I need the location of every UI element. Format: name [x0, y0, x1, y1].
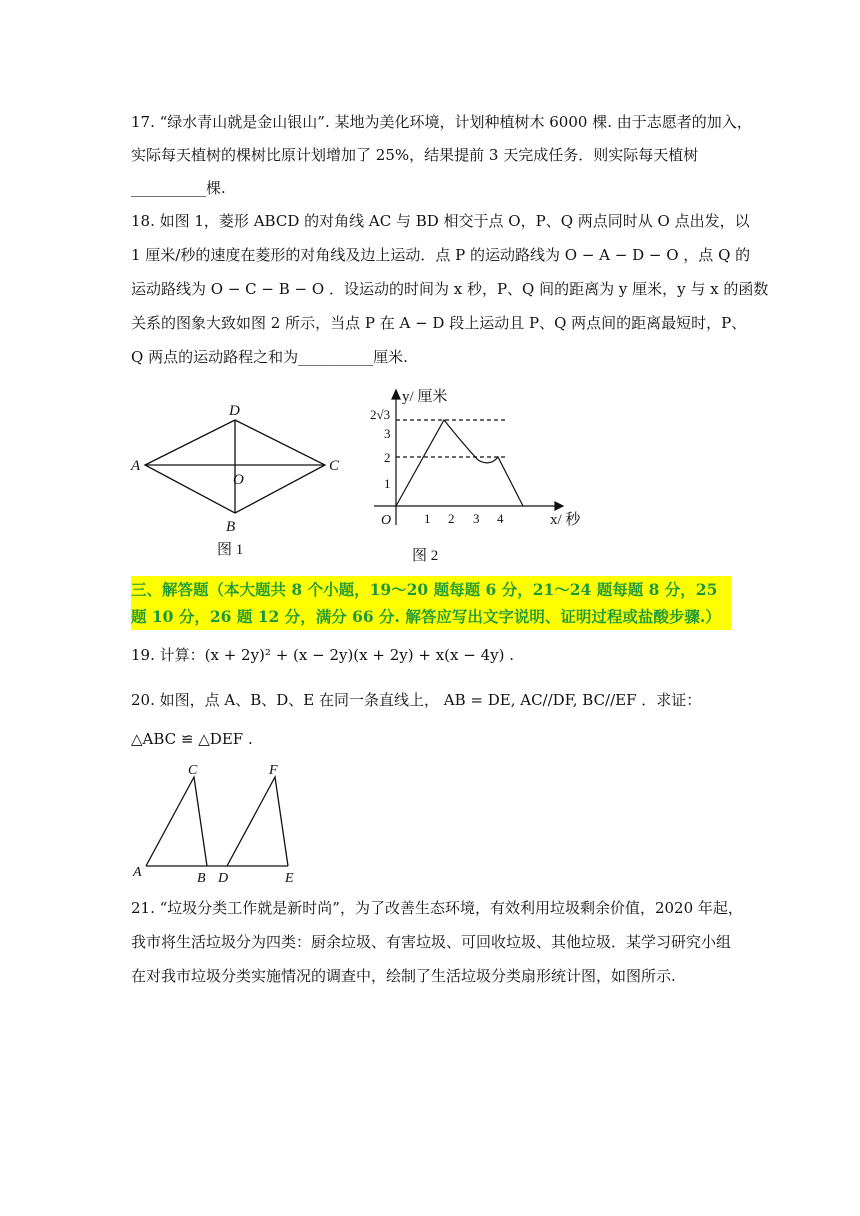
- q18-line-2: 1 厘米/秒的速度在菱形的对角线及边上运动．点 P 的运动路线为 O − A − D − O ，点 Q 的: [131, 246, 751, 264]
- q17-line-1: 17. “绿水青山就是金山银山”. 某地为美化环境，计划种植树木 6000 棵. 由于志愿者的加入，: [131, 113, 752, 131]
- q21-line-3: 在对我市垃圾分类实施情况的调查中，绘制了生活垃圾分类扇形统计图，如图所示.: [131, 967, 676, 985]
- label-a: A: [133, 865, 142, 880]
- q18-line-4: 关系的图象大致如图 2 所示，当点 P 在 A − D 段上运动且 P、Q 两点间的距离最短时，P、: [131, 314, 747, 332]
- section-heading-line-2: 题 10 分，26 题 12 分，满分 66 分. 解答应写出文字说明、证明过程或盐酸步骤.）: [131, 607, 721, 626]
- origin-label: O: [381, 513, 392, 528]
- y-tick-3: 3: [384, 426, 391, 441]
- y-tick-2sqrt3: 2√3: [370, 407, 391, 422]
- label-d: D: [218, 871, 229, 885]
- figure-1-rhombus: [125, 395, 345, 565]
- q17-line-3: __________棵.: [131, 179, 226, 197]
- label-b: B: [197, 871, 206, 885]
- q21-line-2: 我市将生活垃圾分为四类：厨余垃圾、有害垃圾、可回收垃圾、其他垃圾．某学习研究小组: [131, 933, 732, 951]
- x-tick-3: 3: [473, 511, 480, 526]
- label-a: A: [131, 458, 141, 474]
- label-o: O: [233, 472, 244, 488]
- label-e: E: [285, 871, 294, 885]
- q20-line-1: 20. 如图，点 A、B、D、E 在同一条直线上， AB = DE, AC//DF, BC//EF ．求证：: [131, 691, 702, 709]
- q17-line-2: 实际每天植树的棵树比原计划增加了 25%，结果提前 3 天完成任务．则实际每天植树: [131, 146, 699, 164]
- x-tick-4: 4: [497, 511, 504, 526]
- figure-3-triangles: [128, 760, 328, 885]
- q18-line-1: 18. 如图 1，菱形 ABCD 的对角线 AC 与 BD 相交于点 O，P、Q 两点同时从 O 点出发，以: [131, 212, 750, 230]
- label-c: C: [188, 763, 198, 778]
- triangle-def: [227, 777, 288, 866]
- q20-line-2: △ABC ≌ △DEF .: [131, 730, 253, 748]
- function-curve: [396, 420, 523, 506]
- y-tick-1: 1: [384, 476, 391, 491]
- label-c: C: [329, 458, 340, 474]
- q21-line-1: 21. “垃圾分类工作就是新时尚”，为了改善生态环境，有效利用垃圾剩余价值，2020 年起，: [131, 899, 743, 917]
- section-heading-line-1: 三、解答题（本大题共 8 个小题，19～20 题每题 6 分，21～24 题每题 8 分，25: [131, 580, 718, 599]
- label-d: D: [229, 403, 240, 419]
- q18-line-5: Q 两点的运动路程之和为__________厘米.: [131, 348, 408, 366]
- y-axis-label: y/ 厘米: [402, 389, 448, 405]
- x-tick-1: 1: [424, 511, 431, 526]
- label-f: F: [269, 763, 278, 778]
- x-axis-arrow: [555, 502, 563, 510]
- y-axis-arrow: [392, 390, 400, 399]
- figure-2-caption: 图 2: [412, 548, 439, 564]
- y-tick-2: 2: [384, 450, 391, 465]
- x-axis-label: x/ 秒: [550, 512, 581, 528]
- label-b: B: [226, 519, 236, 535]
- triangle-abc: [146, 777, 207, 866]
- q19-text: 19. 计算：(x + 2y)² + (x − 2y)(x + 2y) + x(x − 4y) .: [131, 646, 514, 664]
- q18-line-3: 运动路线为 O − C − B − O ．设运动的时间为 x 秒，P、Q 间的距离为 y 厘米，y 与 x 的函数: [131, 280, 769, 298]
- figure-1-caption: 图 1: [217, 542, 244, 558]
- x-tick-2: 2: [448, 511, 455, 526]
- figure-2-graph: [360, 385, 620, 570]
